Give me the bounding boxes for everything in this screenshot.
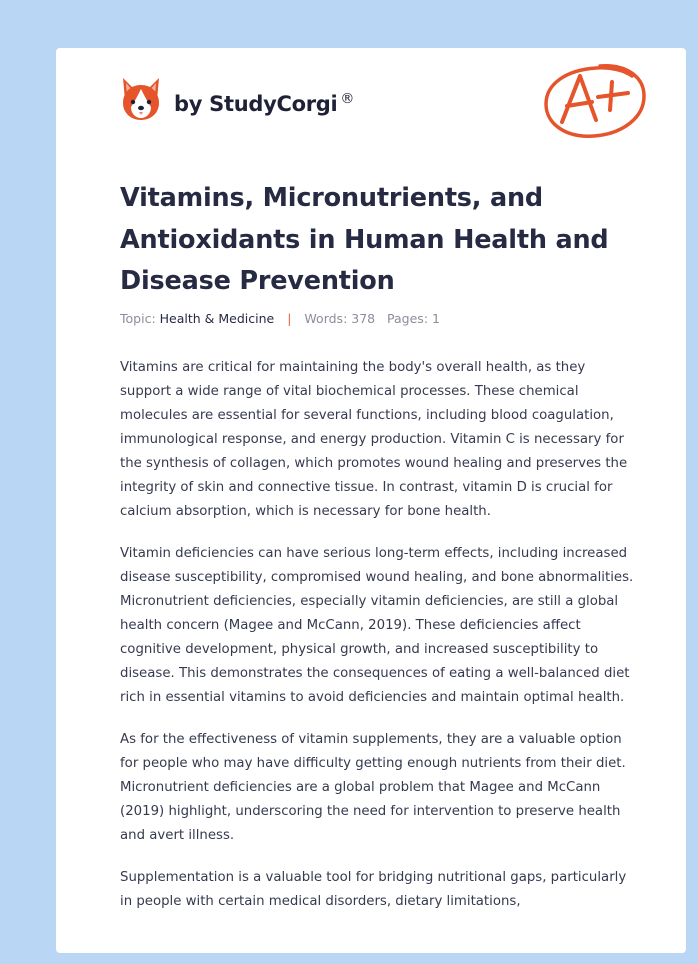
document-page xyxy=(56,48,686,953)
body-paragraph: As for the effectiveness of vitamin supplements, they are a valuable option for people who may have difficulty getting enough nutrients from their diet. Micronutrient deficiencies are a global problem that Magee and McCann (2019) highlight, underscoring the need for intervention to preserve health and avert illness. xyxy=(120,732,626,843)
document-title: Vitamins, Micronutrients, and Antioxidants in Human Health and Disease Prevention xyxy=(120,183,609,296)
pages-count: 1 xyxy=(432,311,440,326)
registered-mark: ® xyxy=(340,90,355,107)
words-label: Words: xyxy=(304,311,348,326)
words-count: 378 xyxy=(351,311,376,326)
page-header xyxy=(120,76,650,148)
body-paragraph: Vitamin deficiencies can have serious long-term effects, including increased disease susceptibility, compromised wound healing, and bone abnormalities. Micronutrient deficiencies, especially vitamin deficiencies, are still a global health concern (Magee and McCann, 2019). These deficiencies affect cognitive development, physical growth, and increased susceptibility to disease. This demonstrates the consequences of eating a well-balanced diet rich in essential vitamins to avoid deficiencies and maintain optimal health. xyxy=(120,546,634,705)
corgi-icon xyxy=(120,76,162,122)
document-meta xyxy=(120,311,440,326)
brand-name: by StudyCorgi ® xyxy=(174,90,355,116)
body-paragraph: Vitamins are critical for maintaining the body's overall health, as they support a wide range of vital biochemical processes. These chemical molecules are essential for several functions, including blood coagulation, immunological response, and energy production. Vitamin C is necessary for the synthesis of collagen, which promotes wound healing and preserves the integrity of skin and connective tissue. In contrast, vitamin D is crucial for calcium absorption, which is necessary for bone health. xyxy=(120,360,628,519)
topic-link[interactable]: Health & Medicine xyxy=(159,311,275,326)
topic-label: Topic: xyxy=(120,311,156,326)
body-paragraph: Supplementation is a valuable tool for bridging nutritional gaps, particularly in people with certain medical disorders, dietary limitations, xyxy=(120,870,627,909)
meta-separator: | xyxy=(287,311,292,326)
studycorgi-logo[interactable] xyxy=(120,76,354,122)
a-plus-grade-icon xyxy=(540,60,650,142)
document-body xyxy=(120,356,636,932)
pages-label: Pages: xyxy=(387,311,429,326)
